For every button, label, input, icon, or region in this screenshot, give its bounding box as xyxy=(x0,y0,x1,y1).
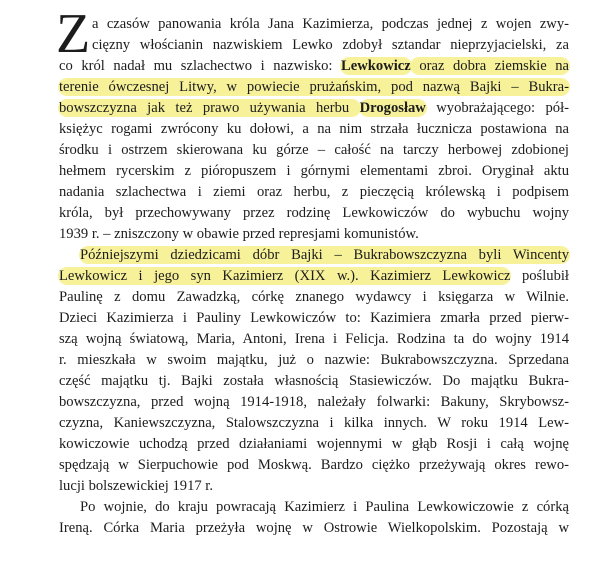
text-span: Lewkowicz i jego syn Kazimierz (XIX w.). Kazimierz Lewkowicz xyxy=(59,268,511,284)
bold-text: Drogosław xyxy=(359,100,426,116)
text-line xyxy=(59,140,569,161)
text-line xyxy=(59,455,569,476)
text-span: księżyc rogami zwrócony ku dołowi, a na nim strzała łucznicza postawiona na xyxy=(59,121,569,137)
text-line xyxy=(59,434,569,455)
text-line xyxy=(59,224,569,245)
text-line xyxy=(59,476,569,497)
text-span: bowszczyzna jak też prawo używania herbu xyxy=(59,100,360,116)
bold-text: Lewkowicz xyxy=(341,58,411,74)
text-line xyxy=(59,119,569,140)
text-line xyxy=(59,350,569,371)
text-span: kowiczowie uchodzą przed działaniami wojennymi w głąb Rosji i całą wojnę xyxy=(59,436,569,452)
text-span: co król nadał mu szlachectwo i nazwisko: xyxy=(59,58,342,74)
text-span: terenie ówczesnej Litwy, w powiecie prużańskim, pod nazwą Bajki – Bukra- xyxy=(59,79,569,95)
text-span: Późniejszymi dziedzicami dóbr Bajki – Bukrabowszczyzna byli Wincenty xyxy=(80,247,569,263)
text-line xyxy=(92,35,569,56)
text-line xyxy=(80,245,569,266)
text-span: środku i ostrzem skierowana ku górze – całość na tarczy herbowej zdobionej xyxy=(59,142,569,158)
text-span: poślubił xyxy=(510,268,569,284)
text-line xyxy=(59,182,569,203)
text-span: Po wojnie, do kraju powracają Kazimierz i Paulina Lewkowiczowie z córką xyxy=(80,499,569,515)
text-line xyxy=(59,518,569,539)
text-line xyxy=(59,161,569,182)
text-span: Dzieci Kazimierza i Pauliny Lewkowiczów to: Kazimiera zmarła przed pierw- xyxy=(59,310,569,326)
text-span: bowszczyzna, przed wojną 1914-1918, należały folwarki: Bakuny, Skrybowsz- xyxy=(59,394,569,410)
text-span: 1939 r. – zniszczony w obawie przed represjami komunistów. xyxy=(59,226,419,242)
text-line xyxy=(59,371,569,392)
text-line xyxy=(80,497,569,518)
text-span: szą wojną światową, Maria, Antoni, Irena i Felicja. Rodzina ta do wojny 1914 xyxy=(59,331,569,347)
text-span: cięzny włościanin nazwiskiem Lewko zdobył sztandar nieprzyjacielski, za xyxy=(92,37,569,53)
text-span: część majątku tj. Bajki została własnością Stasiewiczów. Do majątku Bukra- xyxy=(59,373,569,389)
text-line xyxy=(92,14,569,35)
text-span: Ireną. Córka Maria przeżyła wojnę w Ostrowie Wielkopolskim. Pozostają w xyxy=(59,520,569,536)
text-span: wyobrażającego: pół- xyxy=(425,100,569,116)
text-span: lucji bolszewickiej 1917 r. xyxy=(59,478,214,494)
text-span: r. mieszkała w swoim majątku, już o nazwie: Bukrabowszczyzna. Sprzedana xyxy=(59,352,569,368)
text-line xyxy=(59,203,569,224)
text-span: nadania szlachectwa i ziemi oraz herbu, z pieczęcią królewską i podpisem xyxy=(59,184,569,200)
text-line xyxy=(59,413,569,434)
text-line xyxy=(59,287,569,308)
text-line xyxy=(59,392,569,413)
text-span: a czasów panowania króla Jana Kazimierza, podczas jednej z wojen zwy- xyxy=(92,16,569,32)
text-span: hełmem rycerskim z pióropuszem i górnymi elementami zbroi. Oryginał aktu xyxy=(59,163,569,179)
text-span: czyzna, Kaniewszczyzna, Stalowszczyzna i kilka innych. W roku 1914 Lew- xyxy=(59,415,569,431)
text-line xyxy=(59,56,569,77)
text-line xyxy=(59,266,569,287)
text-span: Paulinę z domu Zawadzką, córkę znanego wydawcy i księgarza w Wilnie. xyxy=(59,289,569,305)
drop-cap: Z xyxy=(56,3,91,65)
text-span: oraz dobra ziemskie na xyxy=(410,58,570,74)
text-span: króla, był przechowywany przez rodzinę Lewkowiczów do wybuchu wojny xyxy=(59,205,569,221)
text-line xyxy=(59,329,569,350)
text-line xyxy=(59,308,569,329)
text-line xyxy=(59,98,569,119)
text-line xyxy=(59,77,569,98)
text-span: spędzają w Sierpuchowie pod Moskwą. Bardzo ciężko przeżywają okres rewo- xyxy=(59,457,569,473)
